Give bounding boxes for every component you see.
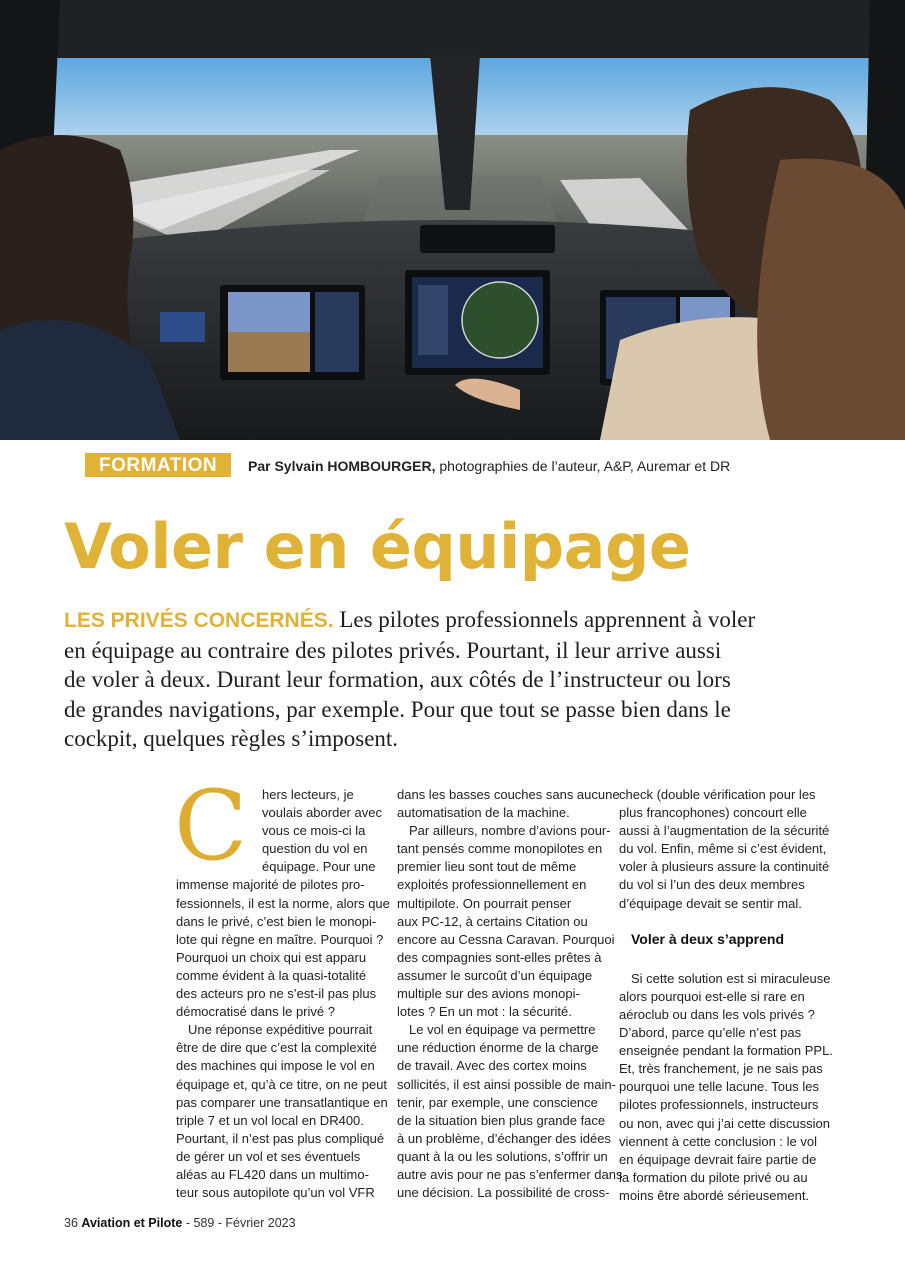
lead-line: de voler à deux. Durant leur formation, aux côtés de l’instructeur ou lors <box>64 667 731 692</box>
body-line: pourquoi une telle lacune. Tous les <box>619 1079 819 1095</box>
body-line: dans le privé, c’est bien le monopi- <box>176 913 377 929</box>
body-line: une réduction énorme de la charge <box>397 1040 599 1056</box>
article-banner <box>58 440 905 482</box>
magazine-name: Aviation et Pilote <box>81 1216 183 1230</box>
body-line: multipilote. On pourrait penser <box>397 895 572 911</box>
body-line: teur sous autopilote qu’un vol VFR <box>176 1185 375 1201</box>
body-line: premier lieu sont tout de même <box>397 859 577 875</box>
cockpit-simulator-photo <box>0 0 905 440</box>
body-line: des machines qui impose le vol en <box>176 1058 375 1074</box>
lead-kicker: LES PRIVÉS CONCERNÉS. <box>64 609 334 632</box>
lead-text: Les pilotes professionnels apprennent à voler <box>333 607 756 632</box>
body-line: Par ailleurs, nombre d’avions pour- <box>409 823 611 839</box>
body-line: d’équipage devait se sentir mal. <box>619 895 802 911</box>
drop-cap: C <box>174 770 248 882</box>
body-line: voler à plusieurs assure la continuité <box>619 859 830 875</box>
body-line: encore au Cessna Caravan. Pourquoi <box>397 931 615 947</box>
body-line: vous ce mois-ci la <box>262 823 366 839</box>
body-line: de travail. Avec des cortex moins <box>397 1058 587 1074</box>
issue-info: - 589 - Février 2023 <box>182 1216 296 1230</box>
body-line: voulais aborder avec <box>262 805 382 821</box>
body-line: pas comparer une transatlantique en <box>176 1094 388 1110</box>
body-line: équipage et, qu’à ce titre, on ne peut <box>176 1076 388 1092</box>
lead-line: cockpit, quelques règles s’imposent. <box>64 726 399 751</box>
body-line: aléas au FL420 dans un multimo- <box>176 1166 369 1182</box>
body-line: exploités professionnellement en <box>397 877 587 893</box>
body-line: dans les basses couches sans aucune <box>397 787 620 802</box>
body-column-2 <box>397 786 623 1202</box>
body-line: immense majorité de pilotes pro- <box>176 877 365 893</box>
body-line: Pourtant, il n’est pas plus compliqué <box>176 1130 385 1146</box>
body-line: check (double vérification pour les <box>619 787 816 802</box>
lead-line: de grandes navigations, par exemple. Pour que tout se passe bien dans le <box>64 696 731 722</box>
body-line: assumer le surcoût d’un équipage <box>397 967 593 983</box>
body-line: Si cette solution est si miraculeuse <box>631 970 831 986</box>
body-line: plus francophones) concourt elle <box>619 805 807 821</box>
body-line: aux PC-12, à certains Citation ou <box>397 913 588 929</box>
body-line: tenir, par exemple, une conscience <box>397 1094 598 1110</box>
body-line: lote qui règne en maître. Pourquoi ? <box>176 931 384 947</box>
body-line: aéroclub ou dans les vols privés ? <box>619 1006 815 1022</box>
body-line: pilotes professionnels, instructeurs <box>619 1097 819 1113</box>
body-column-3 <box>619 786 833 1205</box>
body-line: Le vol en équipage va permettre <box>409 1022 596 1038</box>
body-line: du vol. Enfin, même si c’est évident, <box>619 841 827 857</box>
body-line: être de dire que c’est la complexité <box>176 1040 377 1056</box>
body-line: des acteurs pro ne s’est-il pas plus <box>176 986 377 1002</box>
body-line: lotes ? En un mot : la sécurité. <box>397 1004 572 1020</box>
body-line: quant à la ou les solutions, s’offrir un <box>397 1148 608 1164</box>
body-line: une décision. La possibilité de cross- <box>397 1185 610 1201</box>
lead-line <box>64 605 824 636</box>
body-line: en équipage devrait faire partie de <box>619 1151 817 1167</box>
body-line: alors pourquoi est-elle si rare en <box>619 988 805 1004</box>
page-footer <box>64 1216 296 1230</box>
body-line: hers lecteurs, je <box>262 787 354 802</box>
body-line: multiple sur des avions monopi- <box>397 986 580 1002</box>
hero-photo <box>0 0 905 440</box>
body-line: autre avis pour ne pas s’enfermer dans <box>397 1166 623 1182</box>
body-line: D’abord, parce qu’elle n’est pas <box>619 1025 802 1041</box>
body-line: ou non, avec qui j’ai cette discussion <box>619 1115 831 1131</box>
body-line: Pourquoi un choix qui est apparu <box>176 949 367 965</box>
body-line: moins être abordé sérieusement. <box>619 1187 810 1203</box>
body-line: tant pensés comme monopilotes en <box>397 841 603 857</box>
body-line: enseignée pendant la formation PPL. <box>619 1043 833 1059</box>
body-line: sollicités, il est ainsi possible de main- <box>397 1076 616 1092</box>
page-number: 36 <box>64 1216 78 1230</box>
body-line: du vol si l’un des deux membres <box>619 877 805 893</box>
section-subheading: Voler à deux s’apprend <box>631 930 785 947</box>
byline <box>248 458 730 474</box>
section-tag: FORMATION <box>85 453 231 477</box>
body-line: automatisation de la machine. <box>397 805 570 821</box>
body-line: de la situation bien plus grande face <box>397 1112 606 1128</box>
body-line: des compagnies sont-elles prêtes à <box>397 949 602 965</box>
body-line: la formation du pilote privé ou au <box>619 1169 808 1185</box>
body-line: question du vol en <box>262 841 368 857</box>
photo-credits: photographies de l’auteur, A&P, Auremar et DR <box>435 458 731 474</box>
body-line: Une réponse expéditive pourrait <box>188 1022 373 1038</box>
body-line: démocratisé dans le privé ? <box>176 1004 335 1020</box>
body-column-1 <box>174 770 390 1202</box>
body-line: de gérer un vol et ses éventuels <box>176 1148 361 1164</box>
author-name: Par Sylvain HOMBOURGER, <box>248 458 436 474</box>
article-title: Voler en équipage <box>64 510 691 583</box>
body-line: fessionnels, il est la norme, alors que <box>176 895 390 911</box>
body-line: comme évident à la quasi-totalité <box>176 967 367 983</box>
body-line: Et, très franchement, je ne sais pas <box>619 1061 823 1077</box>
body-line: aussi à l’augmentation de la sécurité <box>619 823 830 839</box>
lead-paragraph <box>64 605 824 754</box>
body-line: triple 7 et un vol local en DR400. <box>176 1112 364 1128</box>
body-line: à un problème, d’échanger des idées <box>397 1130 611 1146</box>
body-line: viennent à cette conclusion : le vol <box>619 1133 818 1149</box>
body-line: équipage. Pour une <box>262 859 376 875</box>
lead-line: en équipage au contraire des pilotes privés. Pourtant, il leur arrive aussi <box>64 637 722 663</box>
